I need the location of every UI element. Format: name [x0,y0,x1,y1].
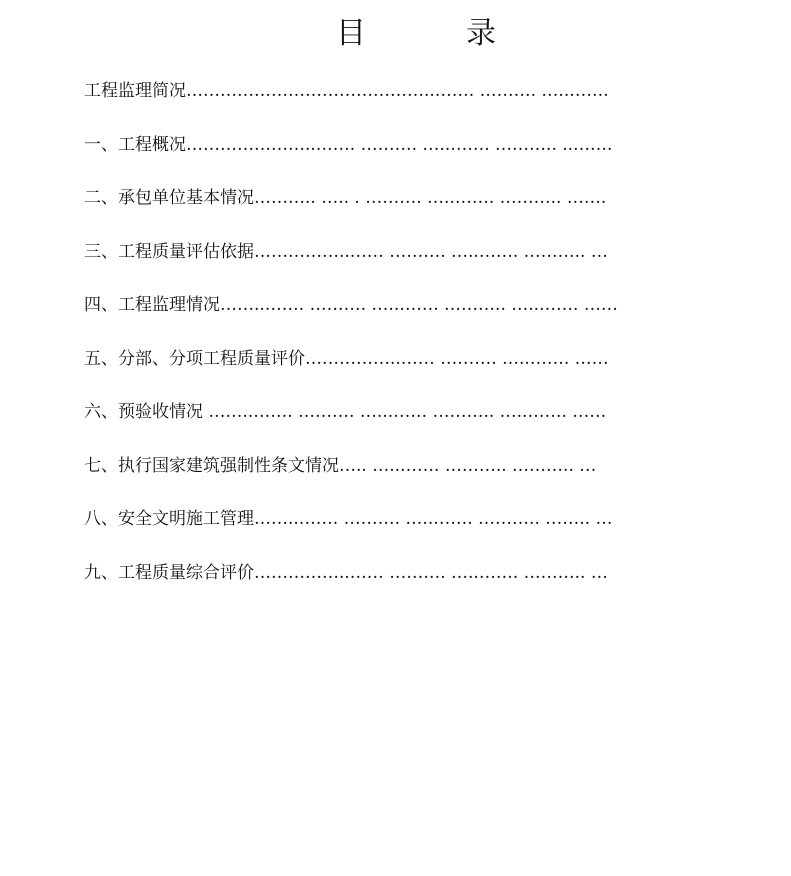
toc-entry-project-overview: 一、工程概况…………………..……. ………. …..……. ……….. ..……. [84,134,613,155]
toc-entry-quality-basis: 三、工程质量评估依据……………..…… ………. …..……. ……….. … [84,241,608,262]
toc-entry-supervision: 四、工程监理情况……..……. ………. …..……. ……….. …..……. …… [84,295,618,315]
toc-entry-subproject-evaluation: 五、分部、分项工程质量评价……………..…… ………. …..……. …… [84,348,609,369]
toc-entry-quality-summary: 九、工程质量综合评价……………..…… ………. …..……. ……….. … [84,562,608,583]
toc-entry-safety-management: 八、安全文明施工管理……..……. ………. …..……. ……….. …….. … [84,509,613,529]
toc-title-char-1: 目 [336,16,366,51]
toc-entry-contractor-info: 二、承包单位基本情况……….. ….. . ………. …..……. ……….. ……. [84,188,607,208]
toc-entry-pre-acceptance: 六、预验收情况 ……..……. ………. …..……. ……….. …..……. …… [84,402,607,422]
toc-list [84,78,724,613]
toc-entry-mandatory-provisions: 七、执行国家建筑强制性条文情况….. …..……. ……….. ……….. … [84,455,597,476]
toc-title [0,12,791,56]
toc-title-char-2: 录 [466,16,496,51]
toc-entry-overview: 工程监理简况……………………………………..……. ………. …..……. [84,81,609,101]
